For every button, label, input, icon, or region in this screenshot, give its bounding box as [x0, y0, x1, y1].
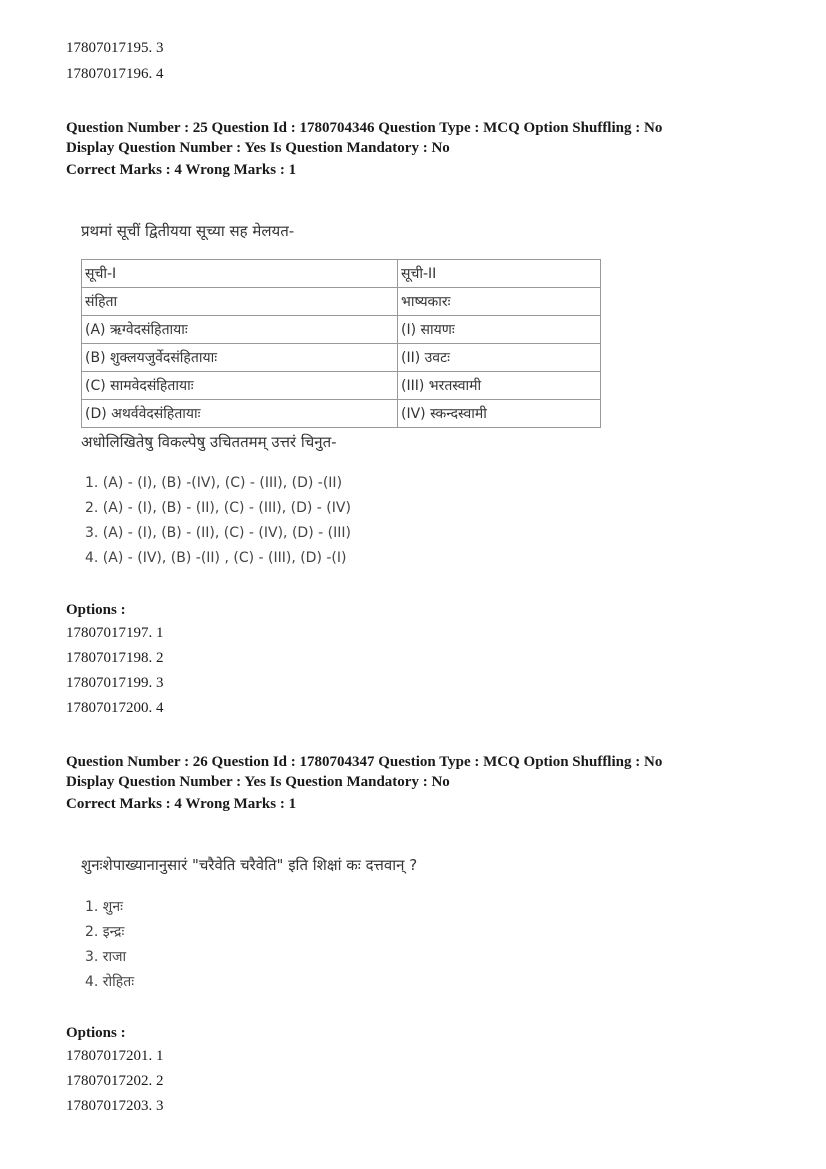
option-line: 17807017197. 1: [66, 625, 164, 641]
table-row: [82, 316, 601, 344]
answer-choice: 2. (A) - (I), (B) - (II), (C) - (III), (D) - (IV): [85, 500, 351, 516]
q25-instruction: अधोलिखितेषु विकल्पेषु उचिततमम् उत्तरं चिनुत-: [81, 433, 337, 451]
option-line: 17807017203. 3: [66, 1098, 164, 1114]
option-line: 17807017195. 3: [66, 40, 164, 56]
table-cell: (I) सायणः: [398, 316, 601, 344]
option-line: 17807017202. 2: [66, 1073, 164, 1089]
answer-choice: 3. राजा: [85, 949, 127, 965]
option-line: 17807017201. 1: [66, 1048, 164, 1064]
table-cell: (D) अथर्ववेदसंहितायाः: [82, 400, 398, 428]
option-line: 17807017199. 3: [66, 675, 164, 691]
answer-choice: 1. शुनः: [85, 899, 123, 915]
answer-choice: 3. (A) - (I), (B) - (II), (C) - (IV), (D) - (III): [85, 525, 351, 541]
q25-marks: Correct Marks : 4 Wrong Marks : 1: [66, 162, 297, 178]
answer-choice: 4. (A) - (IV), (B) -(II) , (C) - (III), (D) -(I): [85, 550, 347, 566]
q25-meta-line2: Display Question Number : Yes Is Question Mandatory : No: [66, 140, 450, 156]
q26-marks: Correct Marks : 4 Wrong Marks : 1: [66, 796, 297, 812]
table-cell: सूची-I: [82, 260, 398, 288]
options-label: Options :: [66, 602, 126, 618]
option-line: 17807017198. 2: [66, 650, 164, 666]
q25-meta-line1: Question Number : 25 Question Id : 1780704346 Question Type : MCQ Option Shuffling : No: [66, 120, 663, 136]
table-cell: सूची-II: [398, 260, 601, 288]
answer-choice: 2. इन्द्रः: [85, 924, 125, 940]
table-cell: संहिता: [82, 288, 398, 316]
table-cell: (B) शुक्लयजुर्वेदसंहितायाः: [82, 344, 398, 372]
option-line: 17807017200. 4: [66, 700, 164, 716]
table-row: [82, 400, 601, 428]
table-cell: (IV) स्कन्दस्वामी: [398, 400, 601, 428]
option-line: 17807017196. 4: [66, 66, 164, 82]
table-cell: (A) ऋग्वेदसंहितायाः: [82, 316, 398, 344]
q26-meta-line1: Question Number : 26 Question Id : 1780704347 Question Type : MCQ Option Shuffling : No: [66, 754, 663, 770]
answer-choice: 1. (A) - (I), (B) -(IV), (C) - (III), (D) -(II): [85, 475, 343, 491]
table-row: [82, 288, 601, 316]
options-label: Options :: [66, 1025, 126, 1041]
q26-stem: शुनःशेपाख्यानानुसारं "चरैवेति चरैवेति" इति शिक्षां कः दत्तवान् ?: [81, 856, 418, 874]
q25-stem: प्रथमां सूचीं द्वितीयया सूच्या सह मेलयत-: [81, 222, 295, 240]
table-cell: (C) सामवेदसंहितायाः: [82, 372, 398, 400]
table-row: [82, 344, 601, 372]
table-cell: (III) भरतस्वामी: [398, 372, 601, 400]
table-row: [82, 372, 601, 400]
table-cell: (II) उवटः: [398, 344, 601, 372]
matching-table: [81, 259, 601, 428]
answer-choice: 4. रोहितः: [85, 974, 135, 990]
q26-meta-line2: Display Question Number : Yes Is Question Mandatory : No: [66, 774, 450, 790]
table-row: [82, 260, 601, 288]
table-cell: भाष्यकारः: [398, 288, 601, 316]
